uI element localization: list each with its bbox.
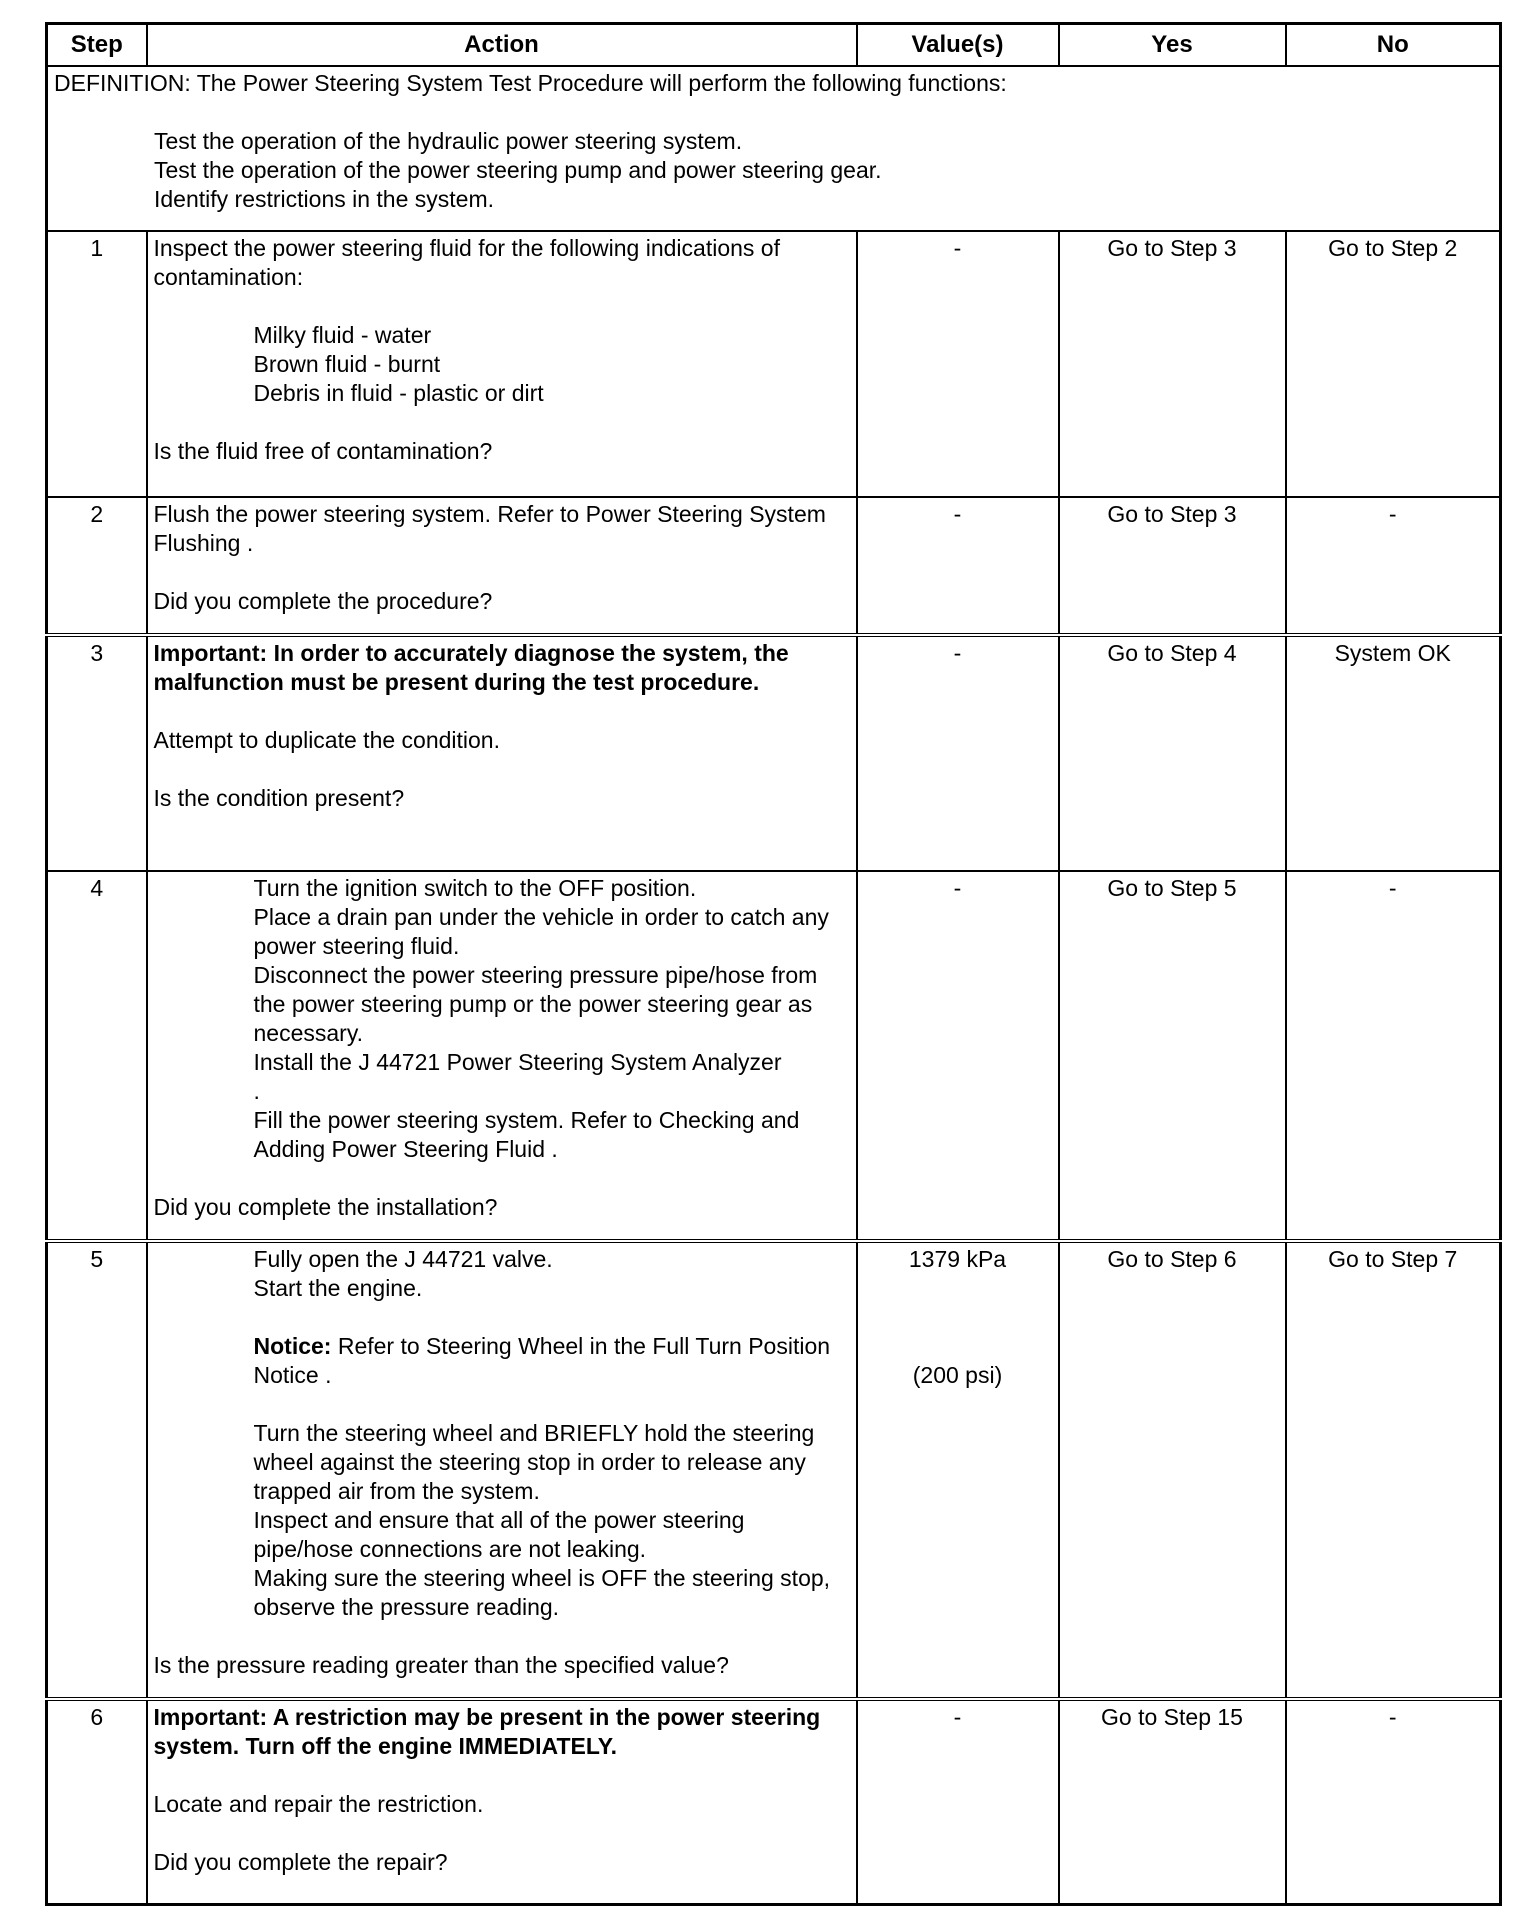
definition-item: Identify restrictions in the system. bbox=[154, 185, 495, 212]
header-action: Action bbox=[147, 24, 857, 66]
step-number: 4 bbox=[47, 871, 147, 1241]
header-step: Step bbox=[47, 24, 147, 66]
step-no: System OK bbox=[1286, 635, 1501, 871]
step-no: - bbox=[1286, 871, 1501, 1241]
definition-intro: DEFINITION: The Power Steering System Test Procedure will perform the following functions: bbox=[54, 69, 1007, 96]
action-intro: Inspect the power steering fluid for the following indications of contamination: bbox=[153, 234, 787, 290]
action-item: Fully open the J 44721 valve. bbox=[253, 1245, 553, 1272]
step-action bbox=[147, 497, 857, 635]
notice-label: Notice: bbox=[253, 1332, 332, 1359]
action-question: Is the condition present? bbox=[153, 784, 405, 811]
notice-text: Refer to Steering Wheel in the Full Turn Position Notice . bbox=[253, 1332, 831, 1388]
action-item: Turn the ignition switch to the OFF position. bbox=[253, 874, 697, 901]
value-imperial: (200 psi) bbox=[912, 1361, 1003, 1388]
header-yes: Yes bbox=[1059, 24, 1286, 66]
step-yes: Go to Step 5 bbox=[1059, 871, 1286, 1241]
header-values: Value(s) bbox=[857, 24, 1059, 66]
step-yes: Go to Step 4 bbox=[1059, 635, 1286, 871]
definition-item: Test the operation of the power steering pump and power steering gear. bbox=[154, 156, 882, 183]
action-item: Making sure the steering wheel is OFF the steering stop, observe the pressure reading. bbox=[253, 1564, 831, 1620]
step-row-2 bbox=[47, 497, 1501, 635]
step-row-4 bbox=[47, 871, 1501, 1241]
step-action bbox=[147, 1241, 857, 1699]
action-item: Install the J 44721 Power Steering System Analyzer bbox=[253, 1048, 782, 1075]
action-item: Turn the steering wheel and BRIEFLY hold the steering wheel against the steering stop in order to release any trapped air from the system. bbox=[253, 1419, 815, 1504]
action-item: Inspect and ensure that all of the power steering pipe/hose connections are not leaking. bbox=[253, 1506, 745, 1562]
step-no: Go to Step 7 bbox=[1286, 1241, 1501, 1699]
step-number: 6 bbox=[47, 1699, 147, 1905]
step-value: - bbox=[857, 497, 1059, 635]
action-item: Fill the power steering system. Refer to Checking and Adding Power Steering Fluid . bbox=[253, 1106, 800, 1162]
header-no: No bbox=[1286, 24, 1501, 66]
step-number: 3 bbox=[47, 635, 147, 871]
action-question: Did you complete the repair? bbox=[153, 1848, 448, 1875]
action-item: Brown fluid - burnt bbox=[253, 350, 441, 377]
value-metric: 1379 kPa bbox=[908, 1245, 1007, 1272]
important-note: Important: A restriction may be present in the power steering system. Turn off the engine IMMEDIATELY. bbox=[153, 1703, 827, 1759]
action-item: . bbox=[253, 1077, 260, 1104]
definition-row bbox=[47, 66, 1501, 231]
step-action bbox=[147, 635, 857, 871]
step-number: 1 bbox=[47, 231, 147, 497]
action-question: Is the pressure reading greater than the specified value? bbox=[153, 1651, 729, 1678]
step-number: 5 bbox=[47, 1241, 147, 1699]
definition-item: Test the operation of the hydraulic power steering system. bbox=[154, 127, 743, 154]
step-yes: Go to Step 3 bbox=[1059, 231, 1286, 497]
step-no: - bbox=[1286, 497, 1501, 635]
step-value: - bbox=[857, 871, 1059, 1241]
action-intro: Flush the power steering system. Refer to Power Steering System Flushing . bbox=[153, 500, 833, 556]
step-yes: Go to Step 6 bbox=[1059, 1241, 1286, 1699]
step-number: 2 bbox=[47, 497, 147, 635]
action-question: Did you complete the installation? bbox=[153, 1193, 498, 1220]
header-row bbox=[47, 24, 1501, 66]
step-value: - bbox=[857, 635, 1059, 871]
diagnostic-table bbox=[45, 22, 1502, 1906]
step-yes: Go to Step 15 bbox=[1059, 1699, 1286, 1905]
step-row-5 bbox=[47, 1241, 1501, 1699]
step-yes: Go to Step 3 bbox=[1059, 497, 1286, 635]
step-row-3 bbox=[47, 635, 1501, 871]
important-note: Important: In order to accurately diagnose the system, the malfunction must be present during the test procedure. bbox=[153, 639, 796, 695]
action-question: Is the fluid free of contamination? bbox=[153, 437, 493, 464]
step-action bbox=[147, 871, 857, 1241]
action-body: Locate and repair the restriction. bbox=[153, 1790, 484, 1817]
action-item: Start the engine. bbox=[253, 1274, 423, 1301]
step-value bbox=[857, 1241, 1059, 1699]
action-item: Disconnect the power steering pressure pipe/hose from the power steering pump or the power steering gear as necessary. bbox=[253, 961, 818, 1046]
step-value: - bbox=[857, 1699, 1059, 1905]
step-row-6 bbox=[47, 1699, 1501, 1905]
step-row-1 bbox=[47, 231, 1501, 497]
action-item: Place a drain pan under the vehicle in order to catch any power steering fluid. bbox=[253, 903, 829, 959]
action-question: Did you complete the procedure? bbox=[153, 587, 493, 614]
step-no: Go to Step 2 bbox=[1286, 231, 1501, 497]
notice-note bbox=[154, 1332, 850, 1390]
step-action bbox=[147, 1699, 857, 1905]
action-body: Attempt to duplicate the condition. bbox=[153, 726, 500, 753]
step-action bbox=[147, 231, 857, 497]
action-item: Milky fluid - water bbox=[253, 321, 432, 348]
step-no: - bbox=[1286, 1699, 1501, 1905]
step-value: - bbox=[857, 231, 1059, 497]
action-item: Debris in fluid - plastic or dirt bbox=[253, 379, 544, 406]
